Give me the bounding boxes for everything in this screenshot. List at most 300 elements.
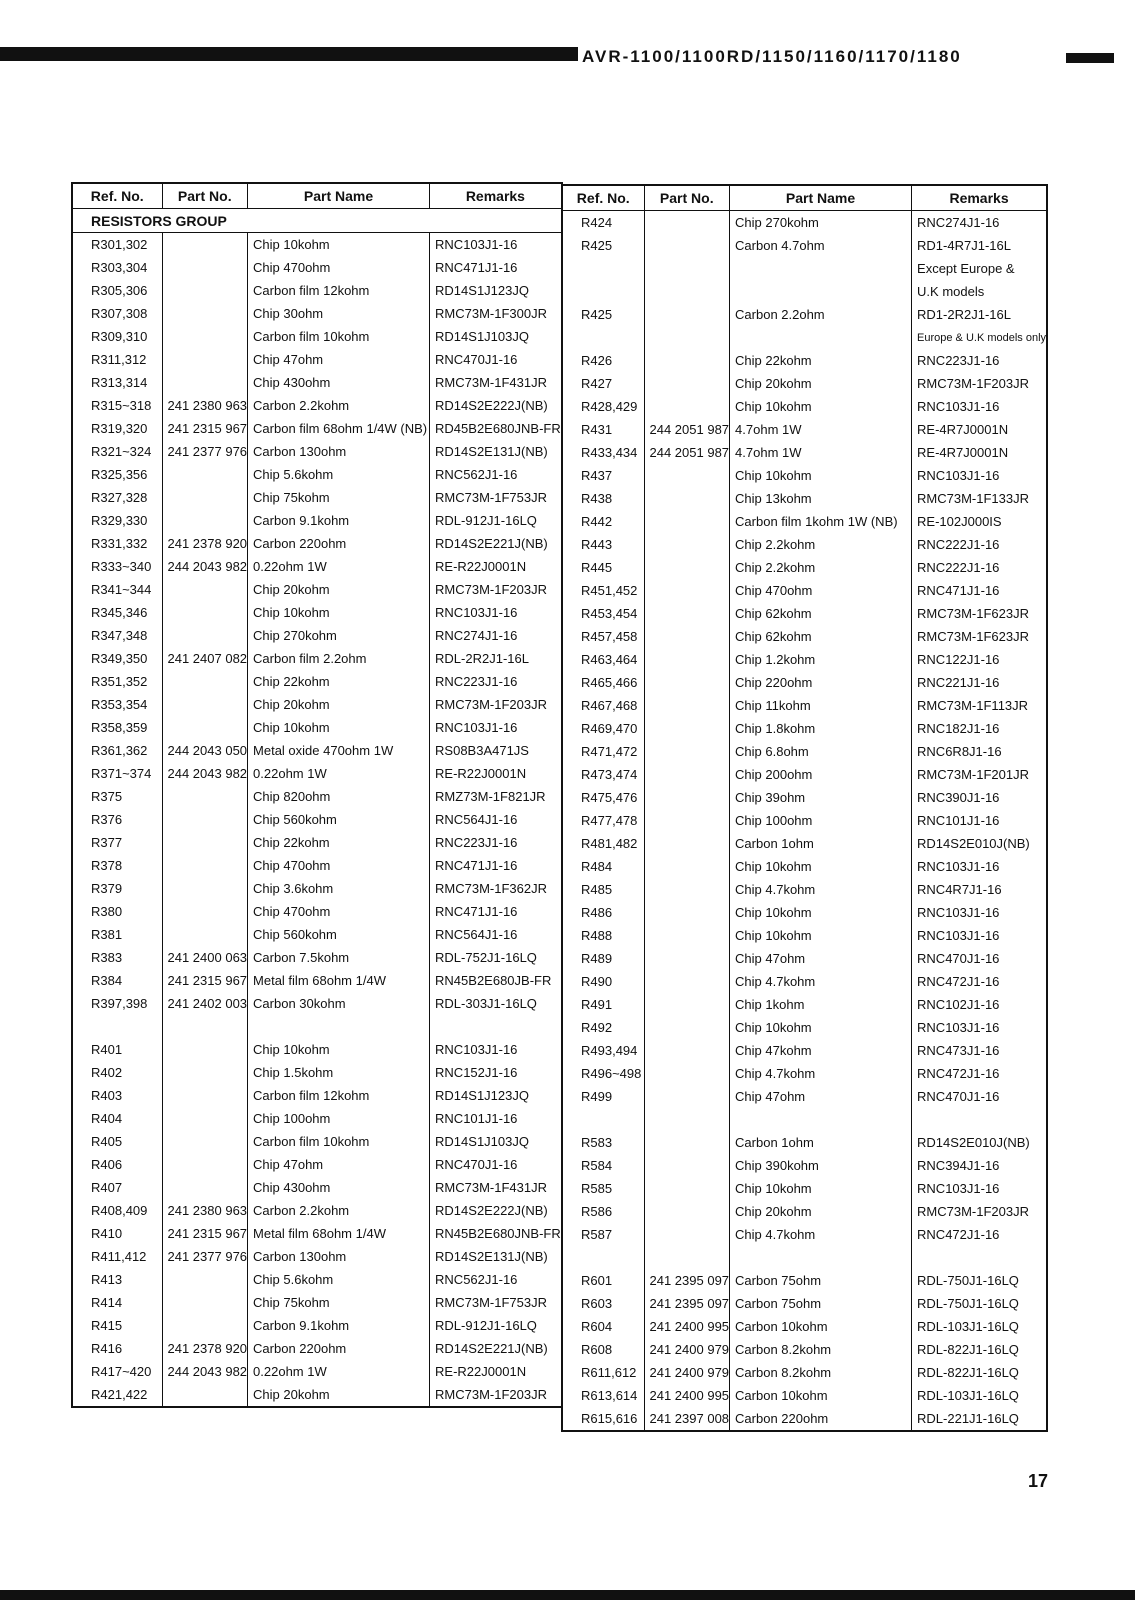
part-name-cell: Carbon 1ohm [730,1131,912,1154]
part-name-cell: Chip 2.2kohm [730,556,912,579]
table-row [562,211,1047,235]
part-no-cell [644,648,730,671]
table-row [562,1315,1047,1338]
remarks-cell: RDL-912J1-16LQ [430,509,562,532]
part-no-cell: 241 2397 008 [644,1407,730,1431]
remarks-cell: RNC182J1-16 [912,717,1048,740]
remarks-cell: RD14S2E221J(NB) [430,532,562,555]
col-header-ref: Ref. No. [562,185,644,211]
table-row [562,1154,1047,1177]
part-no-cell [644,786,730,809]
ref-cell: R493,494 [562,1039,644,1062]
remarks-cell: RNC103J1-16 [912,1016,1048,1039]
model-title: AVR-1100/1100RD/1150/1160/1170/1180 [582,47,962,66]
part-name-cell: Chip 10kohm [730,1177,912,1200]
part-no-cell [162,463,248,486]
part-no-cell [644,1223,730,1246]
remarks-cell: RNC274J1-16 [912,211,1048,235]
part-name-cell: Carbon 2.2kohm [248,394,430,417]
ref-cell: R424 [562,211,644,235]
remarks-cell: RNC122J1-16 [912,648,1048,671]
part-no-cell [644,211,730,235]
table-row [562,280,1047,303]
part-no-cell [162,348,248,371]
table-row [562,441,1047,464]
part-name-cell: Carbon film 10kohm [248,325,430,348]
table-row [72,1383,562,1407]
table-row [562,1361,1047,1384]
ref-cell: R413 [72,1268,162,1291]
part-name-cell: 0.22ohm 1W [248,1360,430,1383]
part-name-cell: Carbon 2.2kohm [248,1199,430,1222]
remarks-cell: RMC73M-1F431JR [430,371,562,394]
table-row [72,923,562,946]
ref-cell: R496~498 [562,1062,644,1085]
remarks-cell: RNC103J1-16 [912,395,1048,418]
remarks-cell: RNC222J1-16 [912,533,1048,556]
part-name-cell: Chip 1.5kohm [248,1061,430,1084]
part-name-cell: Chip 470ohm [248,854,430,877]
part-no-cell [644,372,730,395]
ref-cell: R376 [72,808,162,831]
ref-cell: R381 [72,923,162,946]
remarks-cell: RMC73M-1F203JR [430,578,562,601]
part-no-cell: 241 2402 003 [162,992,248,1015]
ref-cell: R492 [562,1016,644,1039]
ref-cell: R327,328 [72,486,162,509]
part-name-cell: Carbon film 1kohm 1W (NB) [730,510,912,533]
ref-cell: R411,412 [72,1245,162,1268]
table-row [562,832,1047,855]
table-row [562,1269,1047,1292]
remarks-cell: RNC471J1-16 [430,900,562,923]
part-no-cell [162,1314,248,1337]
part-name-cell: 4.7ohm 1W [730,441,912,464]
table-row [562,1085,1047,1108]
ref-cell: R311,312 [72,348,162,371]
part-no-cell [644,579,730,602]
part-no-cell: 241 2407 082 [162,647,248,670]
ref-cell: R405 [72,1130,162,1153]
ref-cell: R380 [72,900,162,923]
ref-cell: R319,320 [72,417,162,440]
part-no-cell [644,901,730,924]
table-row [72,1268,562,1291]
remarks-cell: RNC562J1-16 [430,1268,562,1291]
part-no-cell [644,740,730,763]
part-name-cell: Chip 20kohm [248,1383,430,1407]
table-row [562,395,1047,418]
ref-cell: R358,359 [72,716,162,739]
remarks-cell: RDL-103J1-16LQ [912,1384,1048,1407]
part-no-cell [644,349,730,372]
ref-cell [562,326,644,349]
part-no-cell: 241 2315 967 [162,417,248,440]
table-row [562,717,1047,740]
remarks-cell: RNC103J1-16 [912,464,1048,487]
ref-cell: R469,470 [562,717,644,740]
remarks-cell: RNC103J1-16 [430,1038,562,1061]
ref-cell: R408,409 [72,1199,162,1222]
ref-cell: R611,612 [562,1361,644,1384]
remarks-cell: RNC390J1-16 [912,786,1048,809]
ref-cell: R404 [72,1107,162,1130]
table-row [562,878,1047,901]
remarks-cell: RNC223J1-16 [430,831,562,854]
col-header-part-name: Part Name [730,185,912,211]
part-name-cell: Chip 270kohm [248,624,430,647]
part-name-cell: Chip 470ohm [248,256,430,279]
remarks-cell: RD14S2E131J(NB) [430,440,562,463]
part-name-cell: Chip 4.7kohm [730,970,912,993]
part-name-cell: Carbon 10kohm [730,1315,912,1338]
ref-cell: R361,362 [72,739,162,762]
part-name-cell: Chip 560kohm [248,923,430,946]
table-row [562,740,1047,763]
table-row [562,464,1047,487]
part-no-cell [162,785,248,808]
part-name-cell: Carbon 8.2kohm [730,1338,912,1361]
col-header-part-no: Part No. [644,185,730,211]
part-no-cell: 244 2043 982 [162,555,248,578]
part-name-cell: Chip 6.8ohm [730,740,912,763]
ref-cell: R428,429 [562,395,644,418]
ref-cell: R484 [562,855,644,878]
part-name-cell: Chip 10kohm [730,924,912,947]
ref-cell: R485 [562,878,644,901]
remarks-cell: RMC73M-1F203JR [430,1383,562,1407]
ref-cell: R463,464 [562,648,644,671]
table-row [72,946,562,969]
part-name-cell: Chip 560kohm [248,808,430,831]
part-no-cell: 241 2380 963 [162,1199,248,1222]
table-row [72,256,562,279]
table-row [72,808,562,831]
ref-cell: R489 [562,947,644,970]
ref-cell [562,257,644,280]
part-name-cell: Metal film 68ohm 1/4W [248,969,430,992]
part-no-cell [644,970,730,993]
part-no-cell [644,602,730,625]
remarks-cell: RNC4R7J1-16 [912,878,1048,901]
ref-cell: R425 [562,234,644,257]
remarks-cell: RNC471J1-16 [912,579,1048,602]
part-no-cell [644,1016,730,1039]
table-row [562,487,1047,510]
remarks-cell: RD14S2E010J(NB) [912,1131,1048,1154]
table-row [72,302,562,325]
table-row [562,786,1047,809]
part-no-cell [644,395,730,418]
ref-cell: R321~324 [72,440,162,463]
remarks-cell: RDL-2R2J1-16L [430,647,562,670]
ref-cell: R457,458 [562,625,644,648]
part-name-cell: Chip 47kohm [730,1039,912,1062]
col-header-ref: Ref. No. [72,183,162,209]
table-row [72,624,562,647]
ref-cell: R305,306 [72,279,162,302]
part-no-cell [162,578,248,601]
remarks-cell: RNC472J1-16 [912,1223,1048,1246]
remarks-cell: RDL-752J1-16LQ [430,946,562,969]
part-name-cell: Metal oxide 470ohm 1W [248,739,430,762]
table-row [562,1407,1047,1431]
remarks-cell: RNC103J1-16 [430,601,562,624]
ref-cell: R471,472 [562,740,644,763]
table-row [72,831,562,854]
remarks-cell: RNC564J1-16 [430,808,562,831]
table-row [72,486,562,509]
remarks-cell: RD14S2E221J(NB) [430,1337,562,1360]
part-name-cell: Chip 75kohm [248,1291,430,1314]
table-row [562,234,1047,257]
part-name-cell: Carbon 220ohm [248,1337,430,1360]
remarks-cell: RMC73M-1F201JR [912,763,1048,786]
remarks-cell: RNC471J1-16 [430,256,562,279]
remarks-cell: RD14S2E222J(NB) [430,1199,562,1222]
remarks-cell: RMC73M-1F623JR [912,602,1048,625]
table-row [562,556,1047,579]
ref-cell: R442 [562,510,644,533]
part-name-cell: Carbon film 68ohm 1/4W (NB) [248,417,430,440]
part-name-cell: Chip 390kohm [730,1154,912,1177]
part-name-cell: Chip 100ohm [248,1107,430,1130]
part-name-cell: Chip 10kohm [730,1016,912,1039]
part-no-cell [644,556,730,579]
table-row [72,555,562,578]
remarks-cell: RMC73M-1F113JR [912,694,1048,717]
ref-cell: R331,332 [72,532,162,555]
part-no-cell [644,1200,730,1223]
part-name-cell: Chip 10kohm [248,1038,430,1061]
remarks-cell: RD1-4R7J1-16L [912,234,1048,257]
part-no-cell [162,923,248,946]
table-row [72,348,562,371]
table-row [562,602,1047,625]
part-no-cell [162,693,248,716]
ref-cell [562,1246,644,1269]
table-row [562,1039,1047,1062]
ref-cell: R583 [562,1131,644,1154]
part-no-cell [162,624,248,647]
ref-cell: R416 [72,1337,162,1360]
table-row [72,1337,562,1360]
table-row [562,303,1047,326]
part-name-cell [730,326,912,349]
part-name-cell: Chip 62kohm [730,602,912,625]
table-row [562,671,1047,694]
part-name-cell: 4.7ohm 1W [730,418,912,441]
remarks-cell: RE-R22J0001N [430,1360,562,1383]
part-no-cell [162,854,248,877]
remarks-cell: RMZ73M-1F821JR [430,785,562,808]
part-name-cell [730,280,912,303]
ref-cell: R445 [562,556,644,579]
part-name-cell: Chip 20kohm [730,372,912,395]
part-name-cell [248,1015,430,1038]
part-name-cell: Chip 10kohm [730,901,912,924]
header-rule-left [0,47,578,61]
ref-cell: R438 [562,487,644,510]
part-no-cell [644,1062,730,1085]
table-row [562,1062,1047,1085]
table-row [72,854,562,877]
part-no-cell [644,763,730,786]
table-row [72,463,562,486]
col-header-part-no: Part No. [162,183,248,209]
table-row [72,509,562,532]
table-row [562,1200,1047,1223]
table-row [72,670,562,693]
part-no-cell [644,717,730,740]
remarks-cell: RN45B2E680JB-FR [430,969,562,992]
remarks-cell: RNC472J1-16 [912,970,1048,993]
table-row [562,510,1047,533]
table-row [562,855,1047,878]
ref-cell: R467,468 [562,694,644,717]
part-no-cell [644,809,730,832]
remarks-cell: RNC101J1-16 [430,1107,562,1130]
table-row [72,1176,562,1199]
part-name-cell: Chip 5.6kohm [248,1268,430,1291]
part-name-cell: Carbon 75ohm [730,1292,912,1315]
ref-cell: R417~420 [72,1360,162,1383]
ref-cell: R601 [562,1269,644,1292]
table-row [562,257,1047,280]
part-no-cell: 244 2043 050 [162,739,248,762]
ref-cell: R353,354 [72,693,162,716]
part-name-cell: Chip 75kohm [248,486,430,509]
part-name-cell: Chip 5.6kohm [248,463,430,486]
part-no-cell: 241 2378 920 [162,1337,248,1360]
part-no-cell [644,1177,730,1200]
part-name-cell: Chip 10kohm [248,233,430,257]
remarks-cell: RMC73M-1F203JR [912,1200,1048,1223]
part-no-cell [162,1107,248,1130]
ref-cell: R486 [562,901,644,924]
ref-cell: R403 [72,1084,162,1107]
part-name-cell: Carbon 9.1kohm [248,509,430,532]
ref-cell: R584 [562,1154,644,1177]
ref-cell: R410 [72,1222,162,1245]
part-no-cell [644,855,730,878]
table-row [562,648,1047,671]
table-row [562,326,1047,349]
part-name-cell: Chip 20kohm [248,578,430,601]
ref-cell [562,1108,644,1131]
ref-cell: R431 [562,418,644,441]
table-row [562,1016,1047,1039]
table-row [562,533,1047,556]
remarks-cell: RMC73M-1F362JR [430,877,562,900]
ref-cell: R371~374 [72,762,162,785]
part-no-cell [162,1015,248,1038]
part-no-cell [162,831,248,854]
table-row [562,1108,1047,1131]
group-title: RESISTORS GROUP [72,209,562,233]
ref-cell: R307,308 [72,302,162,325]
part-name-cell: Carbon 75ohm [730,1269,912,1292]
remarks-cell: RDL-822J1-16LQ [912,1361,1048,1384]
ref-cell: R499 [562,1085,644,1108]
remarks-cell: RDL-822J1-16LQ [912,1338,1048,1361]
part-no-cell: 244 2043 982 [162,762,248,785]
table-row [72,1061,562,1084]
part-no-cell [162,1061,248,1084]
remarks-cell: RNC6R8J1-16 [912,740,1048,763]
table-row [562,1292,1047,1315]
remarks-cell: RMC73M-1F133JR [912,487,1048,510]
ref-cell: R451,452 [562,579,644,602]
part-no-cell [644,326,730,349]
table-row [72,900,562,923]
ref-cell: R421,422 [72,1383,162,1407]
ref-cell: R414 [72,1291,162,1314]
part-no-cell: 241 2378 920 [162,532,248,555]
table-row [72,1107,562,1130]
part-name-cell: Carbon 30kohm [248,992,430,1015]
part-no-cell [162,716,248,739]
part-no-cell [162,486,248,509]
table-row [72,440,562,463]
part-name-cell: Chip 47ohm [248,348,430,371]
table-row [72,762,562,785]
ref-cell: R603 [562,1292,644,1315]
col-header-remarks: Remarks [912,185,1048,211]
remarks-cell [912,1108,1048,1131]
remarks-cell: RD14S2E131J(NB) [430,1245,562,1268]
remarks-cell: RNC223J1-16 [430,670,562,693]
ref-cell: R615,616 [562,1407,644,1431]
part-no-cell: 241 2400 995 [644,1315,730,1338]
ref-cell: R426 [562,349,644,372]
part-no-cell [162,1383,248,1407]
parts-table-right [561,184,1048,1432]
part-no-cell [644,533,730,556]
part-no-cell: 241 2377 976 [162,1245,248,1268]
col-header-part-name: Part Name [248,183,430,209]
footer-rule [0,1590,1135,1600]
part-name-cell: Chip 3.6kohm [248,877,430,900]
table-row [562,579,1047,602]
ref-cell: R303,304 [72,256,162,279]
part-name-cell: Chip 2.2kohm [730,533,912,556]
part-name-cell: Chip 30ohm [248,302,430,325]
part-name-cell: Chip 470ohm [248,900,430,923]
part-name-cell: Chip 200ohm [730,763,912,786]
part-no-cell [644,947,730,970]
remarks-cell: RNC103J1-16 [912,1177,1048,1200]
remarks-cell: RNC470J1-16 [912,1085,1048,1108]
ref-cell: R437 [562,464,644,487]
remarks-cell: RD14S2E010J(NB) [912,832,1048,855]
remarks-cell: RE-R22J0001N [430,762,562,785]
remarks-cell: RNC394J1-16 [912,1154,1048,1177]
table-row [72,1360,562,1383]
part-no-cell [162,256,248,279]
remarks-cell: RNC471J1-16 [430,854,562,877]
ref-cell: R585 [562,1177,644,1200]
part-no-cell [162,877,248,900]
remarks-cell: RD14S1J103JQ [430,1130,562,1153]
part-name-cell: Chip 47ohm [730,947,912,970]
part-name-cell: Chip 1.8kohm [730,717,912,740]
part-no-cell: 241 2395 097 [644,1292,730,1315]
part-name-cell: Chip 13kohm [730,487,912,510]
ref-cell: R329,330 [72,509,162,532]
ref-cell: R427 [562,372,644,395]
ref-cell: R490 [562,970,644,993]
